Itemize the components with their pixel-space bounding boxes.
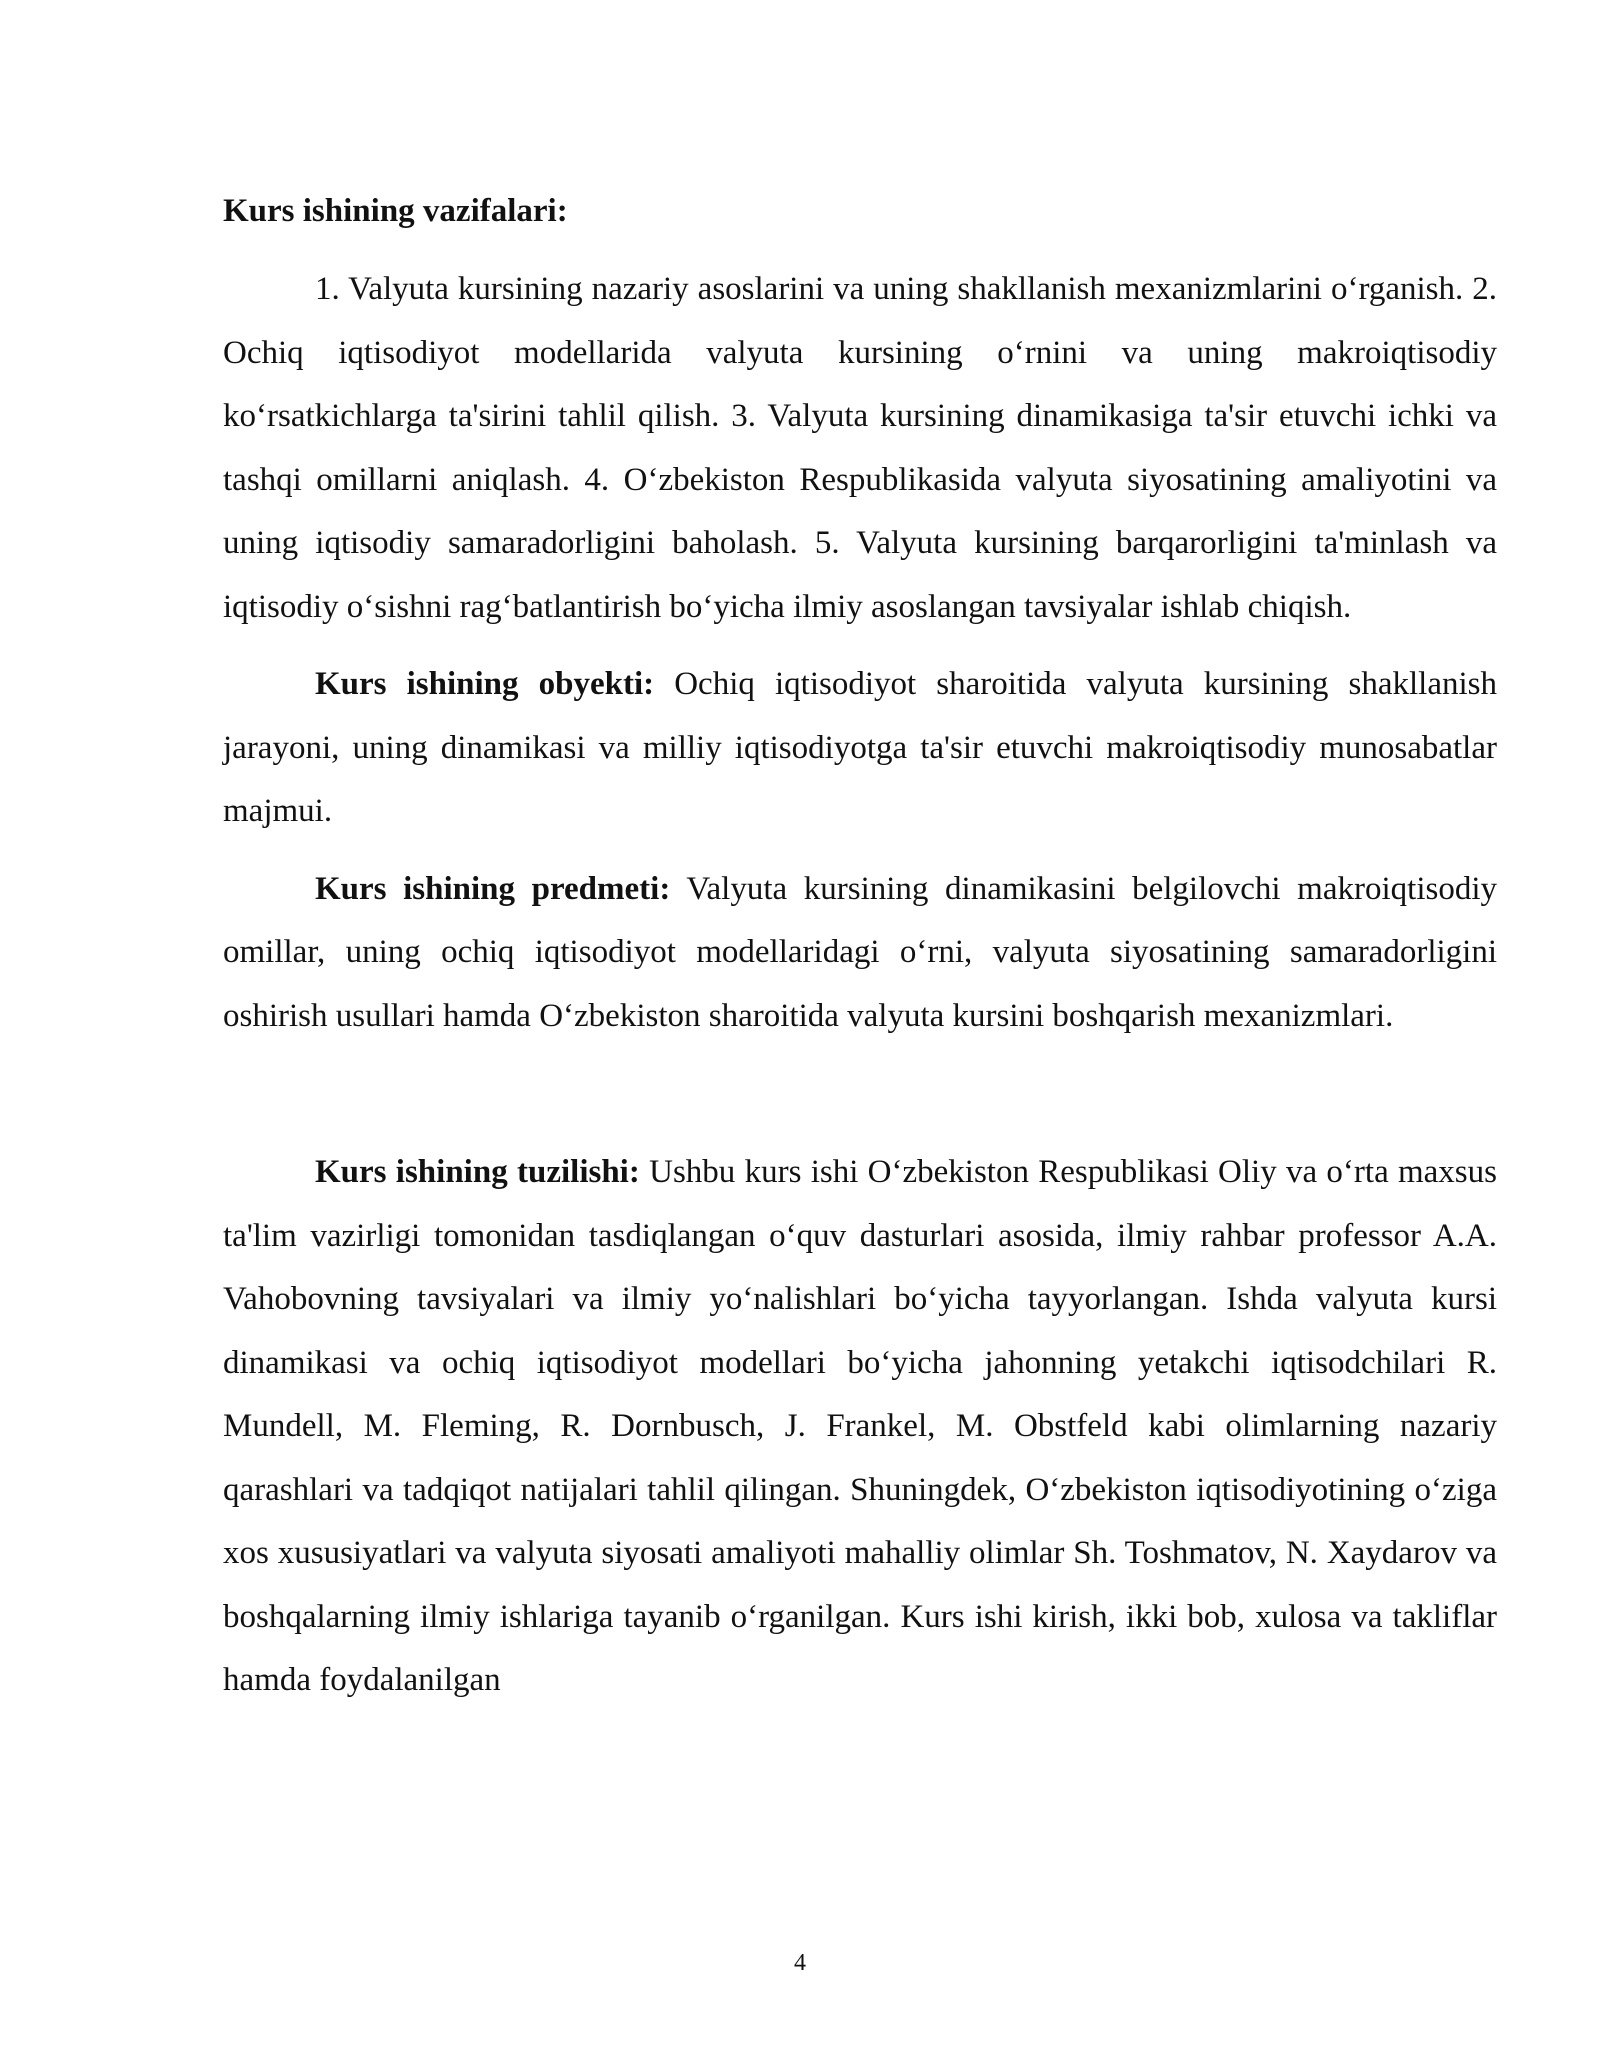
paragraph-lead: Kurs ishining predmeti:	[315, 870, 671, 907]
page-content	[223, 184, 1497, 1713]
page-number: 4	[794, 1950, 806, 1976]
paragraph-text: Ushbu kurs ishi O‘zbekiston Respublikasi Oliy va o‘rta maxsus ta'lim vazirligi tomonidan tasdiqlangan o‘quv dasturlari asosida, ilmiy rahbar professor A.A. Vahobovning tavsiyalari va ilmiy yo‘nalishlari bo‘yicha tayyorlangan. Ishda valyuta kursi dinamikasi va ochiq iqtisodiyot modellari bo‘yicha jahonning yetakchi iqtisodchilari R. Mundell, M. Fleming, R. Dornbusch, J. Frankel, M. Obstfeld kabi olimlarning nazariy qarashlari va tadqiqot natijalari tahlil qilingan. Shuningdek, O‘zbekiston iqtisodiyotining o‘ziga xos xususiyatlari va valyuta siyosati amaliyoti mahalliy olimlar Sh. Toshmatov, N. Xaydarov va boshqalarning ilmiy ishlariga tayanib o‘rganilgan. Kurs ishi kirish, ikki bob, xulosa va takliflar hamda foydalanilgan	[223, 1154, 1497, 1698]
paragraph-lead: Kurs ishining obyekti:	[315, 666, 655, 702]
paragraph-lead: Kurs ishining tuzilishi:	[315, 1154, 640, 1190]
paragraph-text: 1. Valyuta kursining nazariy asoslarini va uning shakllanish mexanizmlarini o‘rganish. 2. Ochiq iqtisodiyot modellarida valyuta kursining o‘rnini va uning makroiqtisodiy ko‘rsatkichlarga ta'sirini tahlil qilish. 3. Valyuta kursining dinamikasiga ta'sir etuvchi ichki va tashqi omillarni aniqlash. 4. O‘zbekiston Respublikasida valyuta siyosatining amaliyotini va uning iqtisodiy samaradorligini baholash. 5. Valyuta kursining barqarorligini ta'minlash va iqtisodiy o‘sishni rag‘batlantirish bo‘yicha ilmiy asoslangan tavsiyalar ishlab chiqish.	[223, 271, 1497, 625]
subject-paragraph	[223, 858, 1497, 1049]
structure-paragraph	[223, 1141, 1497, 1713]
paragraph-text: Valyuta kursining dinamikasini belgilovchi makroiqtisodiy omillar, uning ochiq iqtisodiyot modellaridagi o‘rni, valyuta siyosatining samaradorligini oshirish usullari hamda O‘zbekiston sharoitida valyuta kursini boshqarish mexanizmlari.	[223, 870, 1497, 1034]
paragraph-text: Ochiq iqtisodiyot sharoitida valyuta kursining shakllanish jarayoni, uning dinamikasi va milliy iqtisodiyotga ta'sir etuvchi makroiqtisodiy munosabatlar majmui.	[223, 666, 1497, 829]
section-heading: Kurs ishining vazifalari:	[223, 193, 568, 229]
tasks-paragraph	[223, 258, 1497, 639]
object-paragraph	[223, 653, 1497, 844]
